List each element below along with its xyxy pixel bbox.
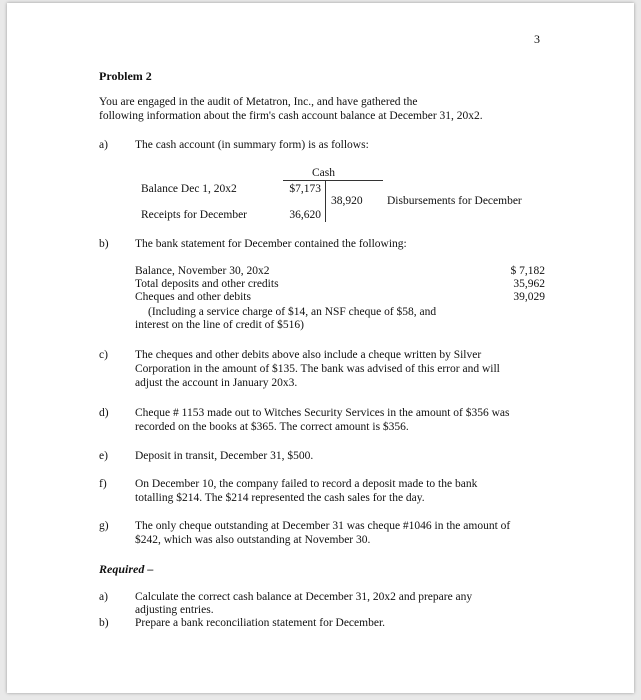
t-credit-amount-1: 38,920 xyxy=(331,195,363,207)
document-page xyxy=(7,3,634,693)
t-account-top-rule xyxy=(283,180,383,181)
item-g-line-2: $242, which was also outstanding at November 30. xyxy=(135,534,371,546)
t-account-title: Cash xyxy=(312,167,335,179)
intro-line-1: You are engaged in the audit of Metatron, Inc., and have gathered the xyxy=(99,96,418,108)
item-g-label: g) xyxy=(99,520,109,532)
bank-line-label-3: Cheques and other debits xyxy=(135,291,251,303)
required-b-label: b) xyxy=(99,617,109,629)
item-c-line-1: The cheques and other debits above also include a cheque written by Silver xyxy=(135,349,482,361)
problem-title: Problem 2 xyxy=(99,69,152,83)
item-c-label: c) xyxy=(99,349,108,361)
required-heading: Required – xyxy=(99,562,154,576)
required-a-line-1: Calculate the correct cash balance at December 31, 20x2 and prepare any xyxy=(135,591,473,603)
bank-line-label-1: Balance, November 30, 20x2 xyxy=(135,265,270,277)
item-e-line-1: Deposit in transit, December 31, $500. xyxy=(135,450,314,462)
item-e-label: e) xyxy=(99,450,108,462)
required-b-line-1: Prepare a bank reconciliation statement for December. xyxy=(135,617,386,629)
item-f-line-1: On December 10, the company failed to record a deposit made to the bank xyxy=(135,478,478,490)
required-a-label: a) xyxy=(99,591,108,603)
item-b-text: The bank statement for December contained the following: xyxy=(135,238,407,250)
bank-note-line-2: interest on the line of credit of $516) xyxy=(135,319,304,331)
required-a-line-2: adjusting entries. xyxy=(135,604,214,616)
item-c-line-2: Corporation in the amount of $135. The bank was advised of this error and will xyxy=(135,363,500,375)
item-a-text: The cash account (in summary form) is as follows: xyxy=(135,139,369,151)
item-a-label: a) xyxy=(99,139,108,151)
item-f-label: f) xyxy=(99,478,107,490)
item-f-line-2: totalling $214. The $214 represented the cash sales for the day. xyxy=(135,492,425,504)
t-debit-label-1: Balance Dec 1, 20x2 xyxy=(141,183,237,195)
bank-line-amount-2: 35,962 xyxy=(513,278,545,290)
t-debit-amount-1: $7,173 xyxy=(289,183,321,195)
item-d-label: d) xyxy=(99,407,109,419)
item-g-line-1: The only cheque outstanding at December 31 was cheque #1046 in the amount of xyxy=(135,520,511,532)
bank-line-amount-3: 39,029 xyxy=(513,291,545,303)
t-account-divider xyxy=(325,180,326,222)
bank-line-amount-1: $ 7,182 xyxy=(510,265,545,277)
bank-line-label-2: Total deposits and other credits xyxy=(135,278,279,290)
intro-line-2: following information about the firm's cash account balance at December 31, 20x2. xyxy=(99,110,483,122)
item-d-line-1: Cheque # 1153 made out to Witches Security Services in the amount of $356 was xyxy=(135,407,510,419)
bank-note-line-1: (Including a service charge of $14, an NSF cheque of $58, and xyxy=(148,306,437,318)
t-debit-amount-2: 36,620 xyxy=(289,209,321,221)
item-d-line-2: recorded on the books at $365. The correct amount is $356. xyxy=(135,421,409,433)
t-debit-label-2: Receipts for December xyxy=(141,209,248,221)
item-c-line-3: adjust the account in January 20x3. xyxy=(135,377,298,389)
page-number: 3 xyxy=(534,32,540,46)
item-b-label: b) xyxy=(99,238,109,250)
t-credit-label-1: Disbursements for December xyxy=(387,195,522,207)
